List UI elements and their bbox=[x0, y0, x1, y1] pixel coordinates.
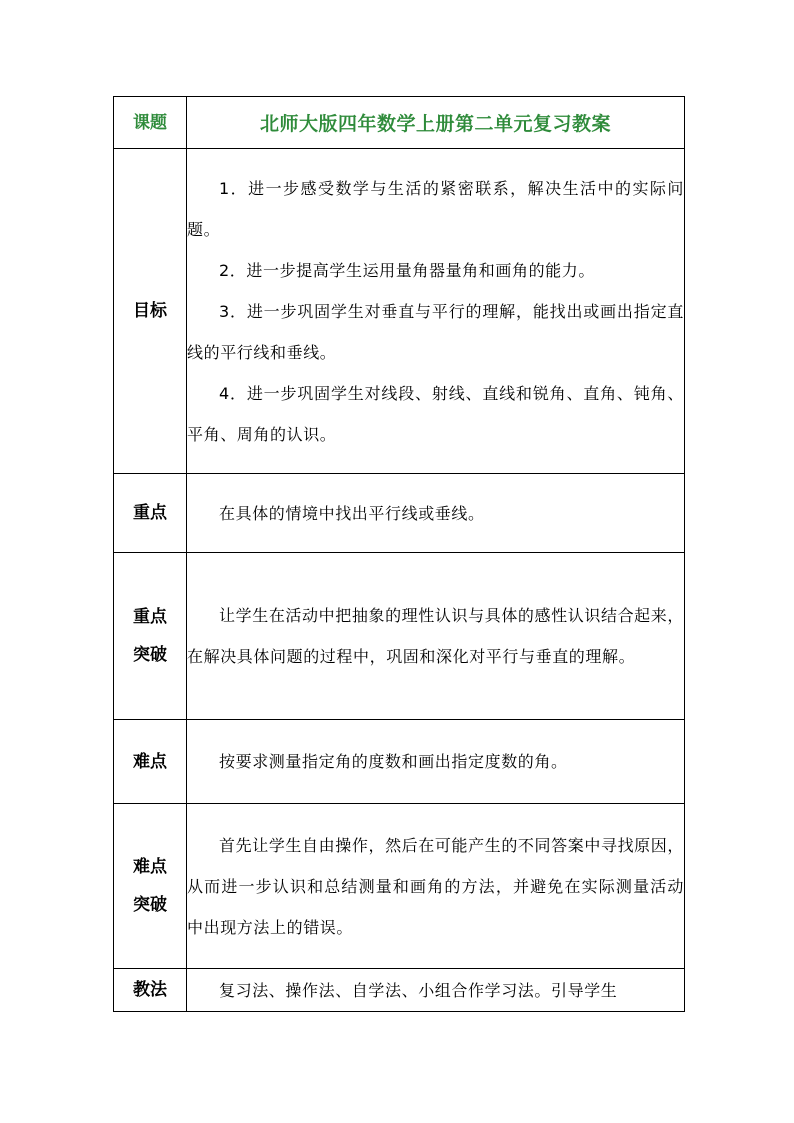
teaching-method-label: 教法 bbox=[133, 980, 167, 1000]
key-breakthrough-label-line2: 突破 bbox=[133, 645, 167, 665]
difficulty-label: 难点 bbox=[133, 751, 167, 772]
lesson-title: 北师大版四年数学上册第二单元复习教案 bbox=[259, 113, 611, 135]
key-point-label: 重点 bbox=[133, 503, 167, 523]
key-point-label-cell bbox=[114, 474, 187, 553]
lesson-plan-table bbox=[113, 96, 685, 1012]
header-row bbox=[114, 97, 685, 149]
difficulty-row bbox=[114, 720, 685, 804]
key-point-row bbox=[114, 474, 685, 553]
difficulty-content-cell bbox=[187, 720, 685, 804]
goals-row bbox=[114, 149, 685, 474]
goal-item: 1．进一步感受数学与生活的紧密联系，解决生活中的实际问题。 bbox=[187, 178, 684, 239]
goal-item: 2．进一步提高学生运用量角器量角和画角的能力。 bbox=[219, 260, 595, 280]
goals-content-cell bbox=[187, 149, 685, 474]
key-breakthrough-label-cell bbox=[114, 553, 187, 720]
key-breakthrough-label-line1: 重点 bbox=[133, 607, 167, 627]
difficulty-breakthrough-content-cell bbox=[187, 804, 685, 969]
difficulty-breakthrough-label-line2: 突破 bbox=[133, 895, 167, 915]
key-breakthrough-content-cell bbox=[187, 553, 685, 720]
difficulty-breakthrough-row bbox=[114, 804, 685, 969]
key-point-text: 在具体的情境中找出平行线或垂线。 bbox=[219, 503, 485, 523]
header-label-cell bbox=[114, 97, 187, 149]
key-breakthrough-text: 让学生在活动中把抽象的理性认识与具体的感性认识结合起来，在解决具体问题的过程中，巩固和深化对平行与垂直的理解。 bbox=[187, 606, 684, 666]
teaching-method-row bbox=[114, 969, 685, 1012]
difficulty-breakthrough-text: 首先让学生自由操作，然后在可能产生的不同答案中寻找原因，从而进一步认识和总结测量和画角的方法，并避免在实际测量活动中出现方法上的错误。 bbox=[187, 835, 684, 937]
header-label: 课题 bbox=[133, 112, 167, 133]
goals-label: 目标 bbox=[133, 301, 167, 321]
difficulty-breakthrough-label-line1: 难点 bbox=[133, 857, 167, 877]
difficulty-breakthrough-label-cell bbox=[114, 804, 187, 969]
difficulty-label-cell bbox=[114, 720, 187, 804]
key-point-content-cell bbox=[187, 474, 685, 553]
goals-label-cell bbox=[114, 149, 187, 474]
key-breakthrough-row bbox=[114, 553, 685, 720]
goal-item: 3．进一步巩固学生对垂直与平行的理解，能找出或画出指定直线的平行线和垂线。 bbox=[187, 301, 684, 362]
difficulty-text: 按要求测量指定角的度数和画出指定度数的角。 bbox=[219, 752, 568, 771]
teaching-method-content-cell bbox=[187, 969, 685, 1012]
goal-item: 4．进一步巩固学生对线段、射线、直线和锐角、直角、钝角、平角、周角的认识。 bbox=[187, 383, 684, 444]
teaching-method-text: 复习法、操作法、自学法、小组合作学习法。引导学生 bbox=[219, 980, 618, 1000]
lesson-title-cell bbox=[187, 97, 685, 149]
teaching-method-label-cell bbox=[114, 969, 187, 1012]
